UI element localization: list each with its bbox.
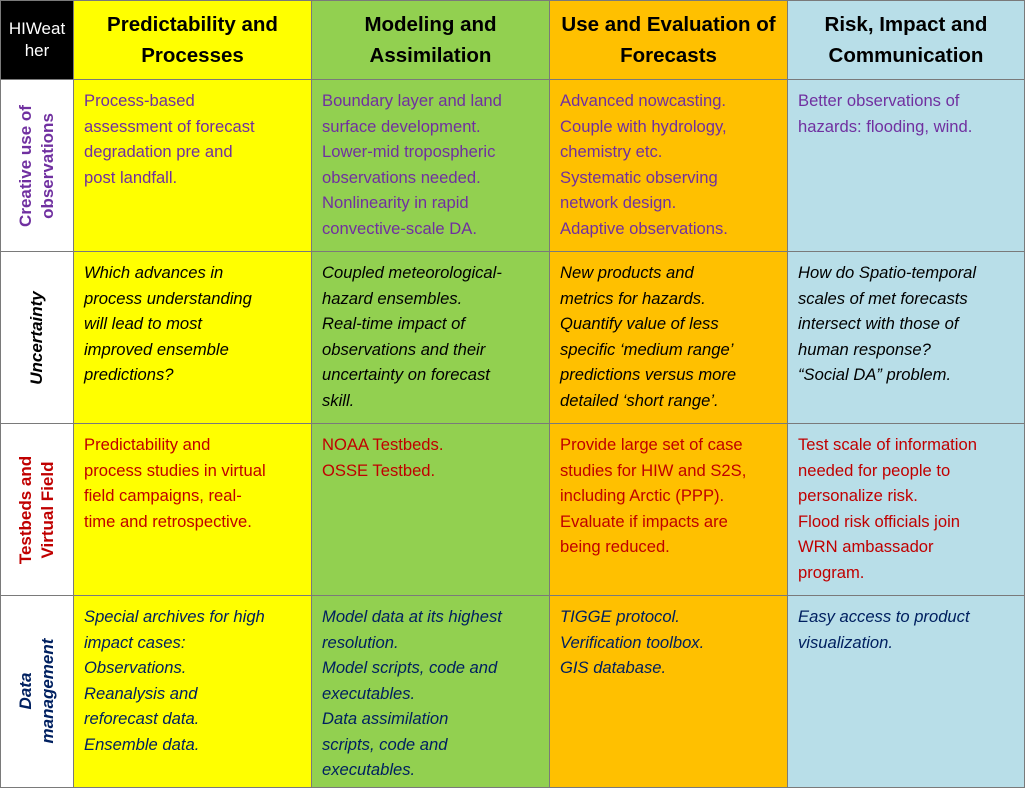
cell-text-line: Boundary layer and land xyxy=(322,91,502,110)
cell-text-line: Evaluate if impacts are xyxy=(560,511,728,531)
cell-testbeds-modeling xyxy=(312,424,550,596)
cell-text-line: TIGGE protocol. xyxy=(560,607,680,626)
cell-text-line: Process-based xyxy=(84,91,195,110)
cell-text-line: process understanding xyxy=(84,288,252,308)
row-header-observations xyxy=(1,80,74,252)
cell-text-line: hazard ensembles. xyxy=(322,288,463,308)
cell-text-line: scales of met forecasts xyxy=(798,288,968,308)
cell-text-line: Special archives for high xyxy=(84,607,265,626)
cell-text-line: assessment of forecast xyxy=(84,116,255,136)
cell-observations-forecast-use xyxy=(550,80,788,252)
cell-text-line: Couple with hydrology, xyxy=(560,116,727,136)
cell-text-line: “Social DA” problem. xyxy=(798,365,952,384)
cell-text-line: chemistry etc. xyxy=(560,142,663,161)
cell-data-predictability xyxy=(74,596,312,788)
cell-data-risk xyxy=(788,596,1025,788)
cell-text-line: Advanced nowcasting. xyxy=(560,91,727,110)
cell-text-line: Predictability and xyxy=(84,435,211,454)
cell-text-line: observations needed. xyxy=(322,167,481,187)
cell-text-line: predictions? xyxy=(84,365,174,384)
cell-text-line: including Arctic (PPP). xyxy=(560,486,725,505)
cell-text-line: will lead to most xyxy=(84,314,203,333)
cell-uncertainty-predictability xyxy=(74,252,312,424)
cell-observations-risk xyxy=(788,80,1025,252)
cell-text-line: skill. xyxy=(322,390,355,410)
column-header-modeling: Modeling and Assimilation xyxy=(312,1,550,80)
cell-text-line: Data assimilation xyxy=(322,709,449,728)
cell-text-line: resolution. xyxy=(322,632,399,652)
cell-text-line: Nonlinearity in rapid xyxy=(322,193,469,212)
cell-text-line: improved ensemble xyxy=(84,339,229,359)
cell-text-line: human response? xyxy=(798,339,931,359)
cell-text-line: field campaigns, real- xyxy=(84,486,242,505)
cell-text-line: time and retrospective. xyxy=(84,511,252,531)
column-header-predictability: Predictability and Processes xyxy=(74,1,312,80)
cell-text-line: GIS database. xyxy=(560,658,667,677)
cell-text-line: Real-time impact of xyxy=(322,314,465,333)
corner-label: HIWeather xyxy=(8,19,66,60)
cell-text-line: Which advances in xyxy=(84,263,224,282)
cell-uncertainty-risk xyxy=(788,252,1025,424)
cell-text-line: scripts, code and xyxy=(322,734,448,754)
cell-text-line: metrics for hazards. xyxy=(560,288,706,308)
cell-text-line: Quantify value of less xyxy=(560,314,719,333)
cell-text-line: OSSE Testbed. xyxy=(322,460,436,480)
cell-testbeds-risk xyxy=(788,424,1025,596)
cell-text-line: specific ‘medium range’ xyxy=(560,339,734,359)
cell-text-line: detailed ‘short range’. xyxy=(560,390,719,410)
cell-text-line: impact cases: xyxy=(84,632,186,652)
cell-text-line: Reanalysis and xyxy=(84,683,198,703)
cell-text-line: needed for people to xyxy=(798,460,951,480)
row-header-data-management xyxy=(1,596,74,788)
cell-text-line: Flood risk officials join xyxy=(798,511,961,531)
row-label: Uncertainty xyxy=(27,290,46,385)
cell-text-line: intersect with those of xyxy=(798,314,959,333)
row-label: Testbeds and Virtual Field xyxy=(16,455,57,564)
cell-text-line: predictions versus more xyxy=(560,365,737,384)
cell-text-line: Easy access to product xyxy=(798,607,970,626)
cell-text-line: studies for HIW and S2S, xyxy=(560,460,747,480)
cell-text-line: New products and xyxy=(560,263,694,282)
cell-text-line: network design. xyxy=(560,193,677,212)
cell-text-line: post landfall. xyxy=(84,167,178,187)
cell-text-line: How do Spatio-temporal xyxy=(798,263,977,282)
cell-testbeds-predictability xyxy=(74,424,312,596)
cell-text-line: degradation pre and xyxy=(84,142,233,161)
cell-text-line: personalize risk. xyxy=(798,486,918,505)
cell-text-line: hazards: flooding, wind. xyxy=(798,116,973,136)
cell-text-line: process studies in virtual xyxy=(84,460,266,480)
row-data-management xyxy=(1,596,1025,788)
cell-text-line: WRN ambassador xyxy=(798,537,934,556)
cell-text-line: Better observations of xyxy=(798,91,960,110)
cell-text-line: convective-scale DA. xyxy=(322,218,477,238)
cell-text-line: Model scripts, code and xyxy=(322,658,498,677)
cell-text-line: Ensemble data. xyxy=(84,734,200,754)
cell-text-line: Model data at its highest xyxy=(322,607,502,626)
cell-text-line: Systematic observing xyxy=(560,167,718,187)
cell-text-line: uncertainty on forecast xyxy=(322,365,490,384)
cell-text-line: Adaptive observations. xyxy=(560,218,728,238)
row-label: Data management xyxy=(16,638,57,744)
cell-text-line: executables. xyxy=(322,683,416,703)
cell-uncertainty-forecast-use xyxy=(550,252,788,424)
row-testbeds xyxy=(1,424,1025,596)
corner-cell xyxy=(1,1,74,80)
cell-data-modeling xyxy=(312,596,550,788)
row-observations xyxy=(1,80,1025,252)
header-row xyxy=(1,1,1025,80)
cell-text-line: NOAA Testbeds. xyxy=(322,435,444,454)
cell-observations-predictability xyxy=(74,80,312,252)
cell-text-line: Verification toolbox. xyxy=(560,632,705,652)
cell-data-forecast-use xyxy=(550,596,788,788)
column-header-risk: Risk, Impact and Communication xyxy=(788,1,1025,80)
cell-text-line: executables. xyxy=(322,760,416,779)
row-header-uncertainty xyxy=(1,252,74,424)
cell-testbeds-forecast-use xyxy=(550,424,788,596)
cell-text-line: Coupled meteorological- xyxy=(322,263,502,282)
cell-text-line: Observations. xyxy=(84,658,187,677)
cell-text-line: Lower-mid tropospheric xyxy=(322,142,496,161)
row-uncertainty xyxy=(1,252,1025,424)
cell-text-line: program. xyxy=(798,562,865,582)
cell-text-line: Provide large set of case xyxy=(560,435,743,454)
cell-text-line: observations and their xyxy=(322,339,486,359)
row-label: Creative use of observations xyxy=(16,104,57,227)
cell-text-line: Test scale of information xyxy=(798,435,977,454)
cell-text-line: being reduced. xyxy=(560,537,670,556)
cell-text-line: visualization. xyxy=(798,632,894,652)
cell-text-line: surface development. xyxy=(322,116,481,136)
row-header-testbeds xyxy=(1,424,74,596)
column-header-forecast-use: Use and Evaluation of Forecasts xyxy=(550,1,788,80)
cell-observations-modeling xyxy=(312,80,550,252)
cell-text-line: reforecast data. xyxy=(84,709,200,728)
cell-uncertainty-modeling xyxy=(312,252,550,424)
